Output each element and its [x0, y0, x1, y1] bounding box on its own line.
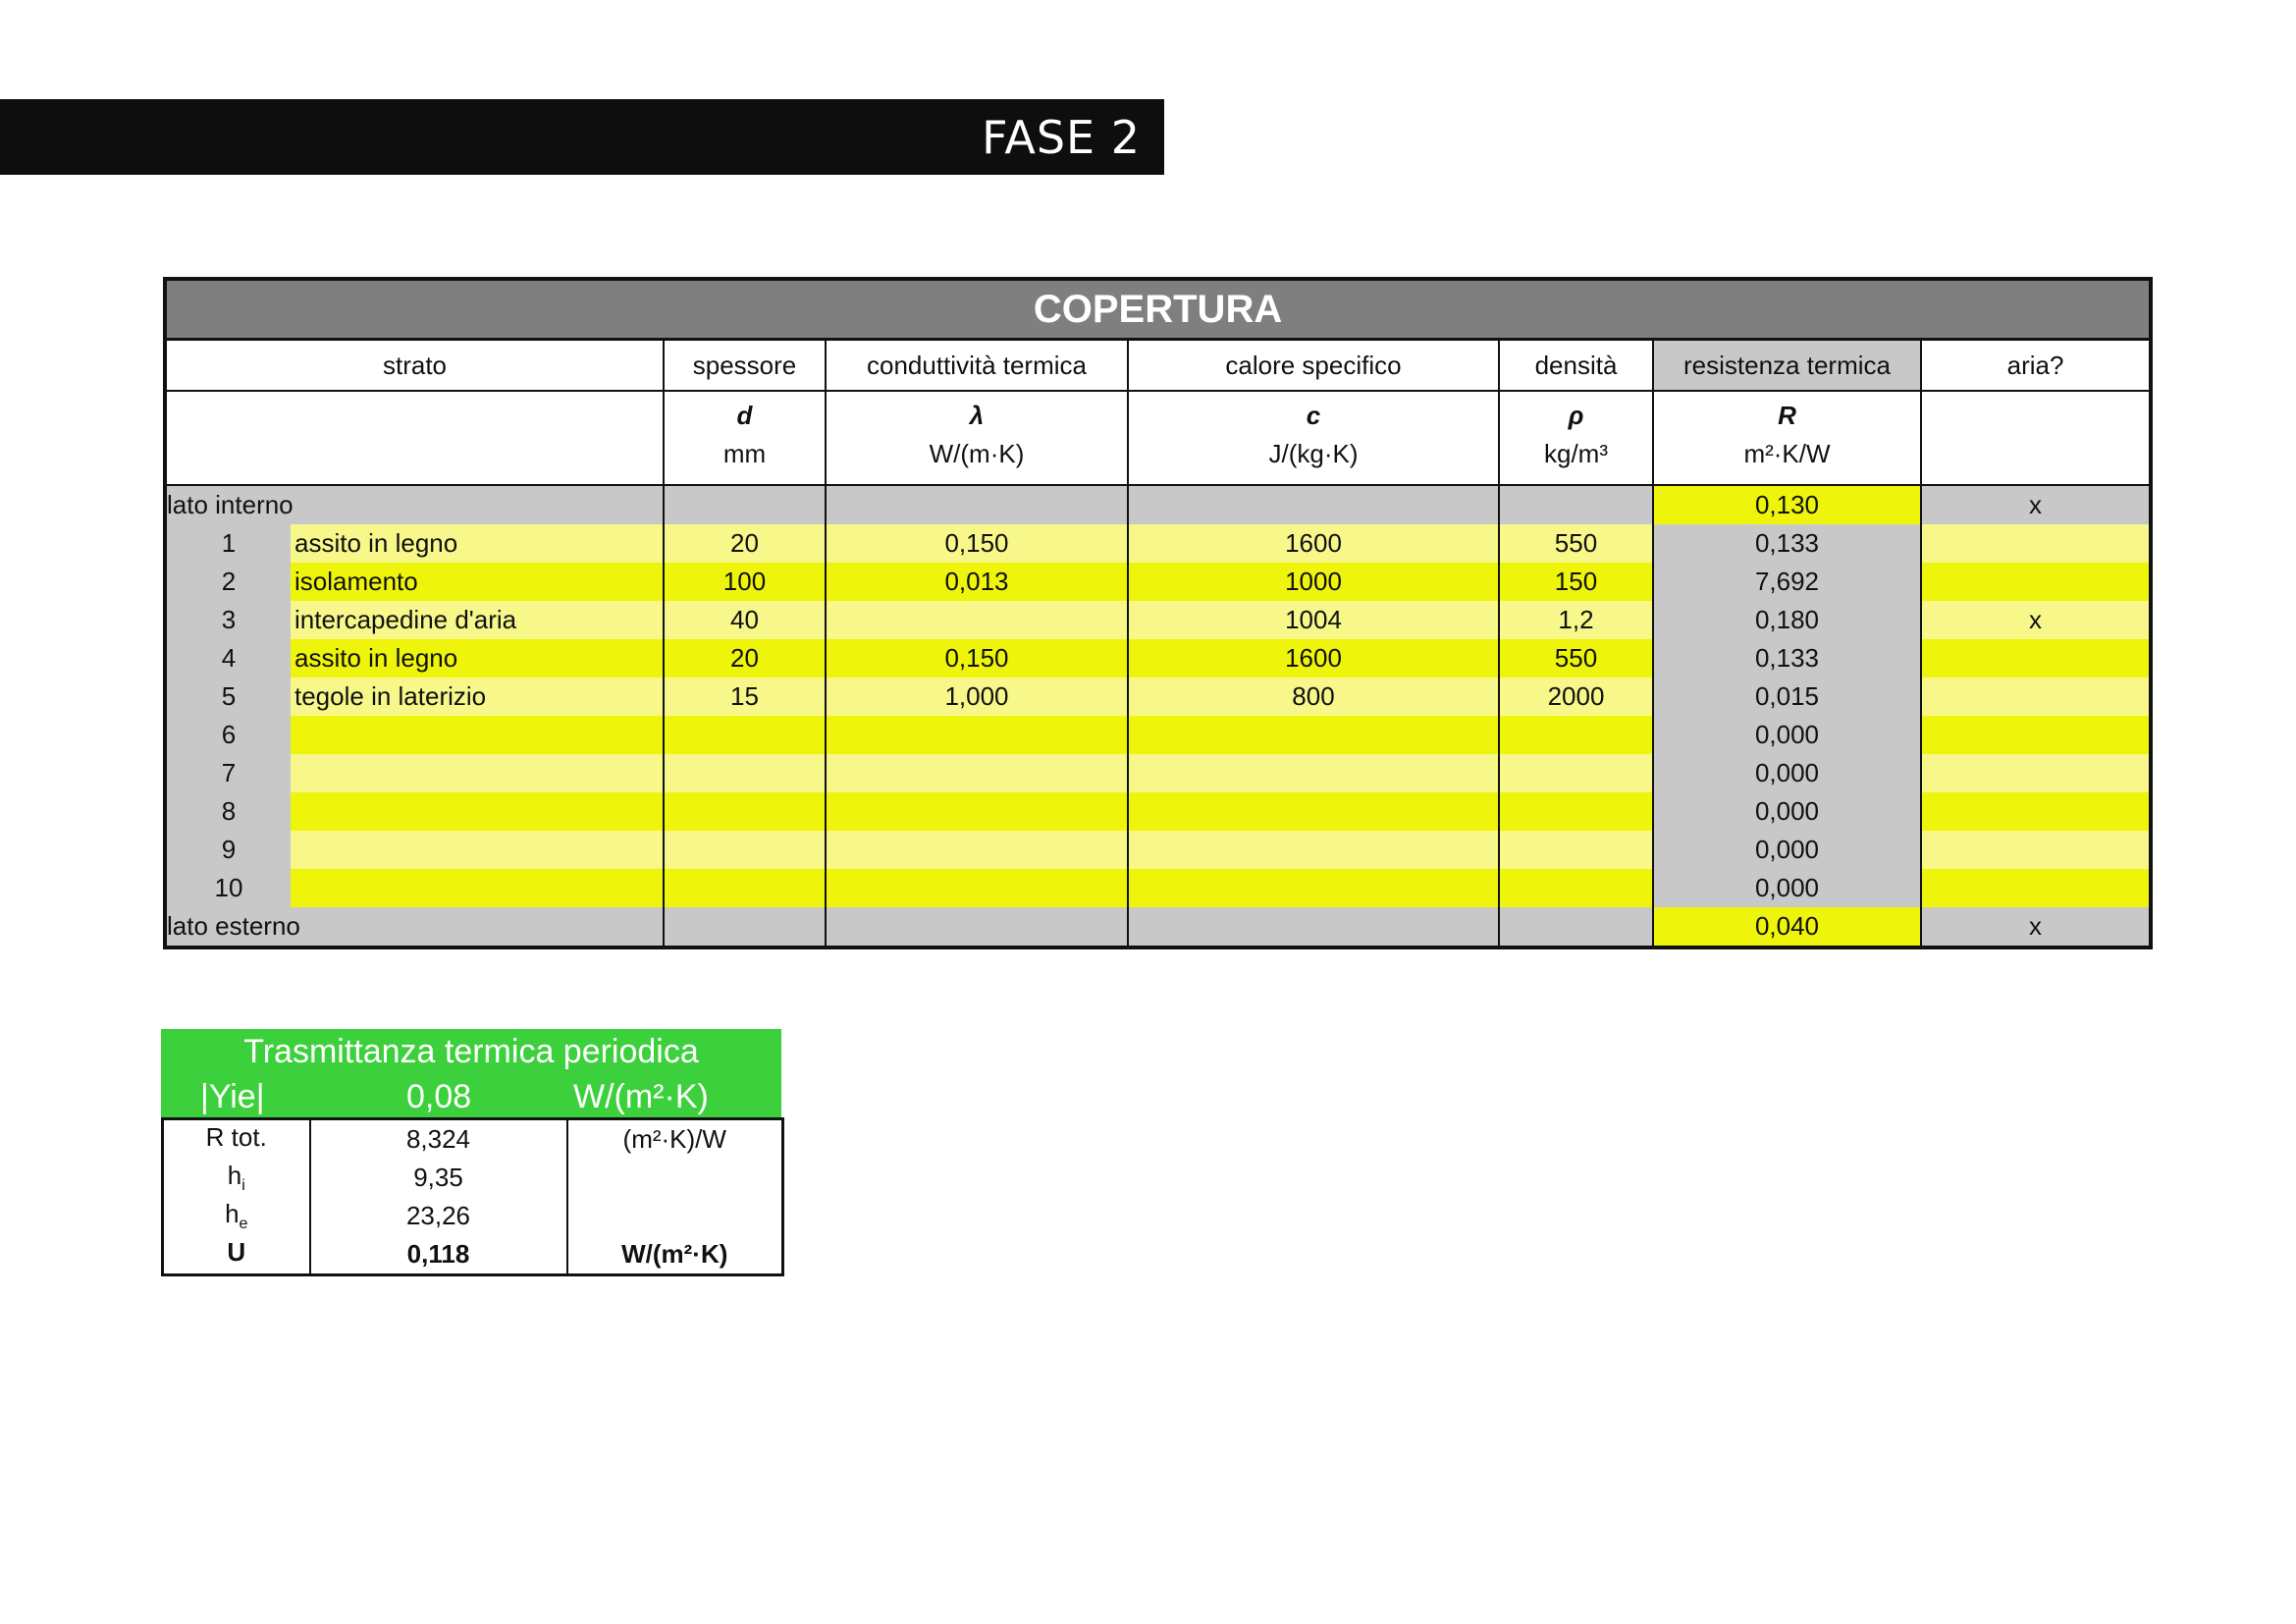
row-lato-interno-aria: x [1921, 485, 2151, 524]
layer-strato[interactable] [291, 792, 664, 831]
row-lato-interno-empty-lambda [826, 485, 1128, 524]
layer-densita[interactable]: 1,2 [1499, 601, 1653, 639]
trasmittanza-row [163, 1235, 783, 1275]
layer-conduttivita[interactable] [826, 792, 1128, 831]
layer-spessore[interactable] [664, 716, 826, 754]
layer-spessore[interactable]: 100 [664, 563, 826, 601]
tras-label-text: R tot. [205, 1121, 267, 1152]
col-calore: calore specifico [1128, 340, 1499, 392]
layer-aria[interactable] [1921, 716, 2151, 754]
layer-conduttivita[interactable] [826, 716, 1128, 754]
layer-number: 2 [165, 563, 291, 601]
layer-strato[interactable] [291, 754, 664, 792]
layer-spessore[interactable]: 40 [664, 601, 826, 639]
layer-strato[interactable]: assito in legno [291, 524, 664, 563]
layer-conduttivita[interactable]: 0,013 [826, 563, 1128, 601]
row-lato-interno [165, 485, 2151, 524]
layer-calore[interactable] [1128, 716, 1499, 754]
unit-rho: kg/m³ [1499, 439, 1653, 485]
layer-calore[interactable]: 1600 [1128, 524, 1499, 563]
layer-aria[interactable] [1921, 639, 2151, 677]
trasmittanza-summary [161, 1074, 781, 1117]
row-lato-esterno-empty-d [664, 907, 826, 947]
tras-label-text: U [227, 1236, 246, 1267]
tras-label-sub: i [241, 1177, 245, 1195]
col-resistenza: resistenza termica [1653, 340, 1921, 392]
layer-conduttivita[interactable]: 0,150 [826, 524, 1128, 563]
tras-label [163, 1197, 310, 1235]
row-lato-interno-empty-rho [1499, 485, 1653, 524]
layer-number: 1 [165, 524, 291, 563]
layer-resistenza: 7,692 [1653, 563, 1921, 601]
layer-strato[interactable]: isolamento [291, 563, 664, 601]
trasmittanza-row [163, 1159, 783, 1197]
tras-label-text: h [225, 1198, 240, 1228]
layer-densita[interactable]: 550 [1499, 639, 1653, 677]
layer-conduttivita[interactable]: 0,150 [826, 639, 1128, 677]
layer-spessore[interactable] [664, 792, 826, 831]
tras-unit: (m²·K)/W [622, 1124, 726, 1154]
layer-conduttivita[interactable] [826, 601, 1128, 639]
trasmittanza-row [163, 1119, 783, 1160]
tras-value: 8,324 [310, 1119, 567, 1160]
layer-number: 8 [165, 792, 291, 831]
layer-row [165, 869, 2151, 907]
layer-calore[interactable] [1128, 792, 1499, 831]
trasmittanza-row [163, 1197, 783, 1235]
sym-c: c [1128, 391, 1499, 439]
layer-calore[interactable]: 800 [1128, 677, 1499, 716]
layer-conduttivita[interactable] [826, 869, 1128, 907]
layer-calore[interactable]: 1600 [1128, 639, 1499, 677]
row-lato-interno-label: lato interno [165, 485, 664, 524]
layer-aria[interactable] [1921, 677, 2151, 716]
phase-header-bar [0, 99, 1164, 175]
row-lato-esterno-aria: x [1921, 907, 2151, 947]
unit-c: J/(kg·K) [1128, 439, 1499, 485]
layer-calore[interactable]: 1000 [1128, 563, 1499, 601]
layer-resistenza: 0,000 [1653, 792, 1921, 831]
row-lato-interno-empty-d [664, 485, 826, 524]
layer-number: 5 [165, 677, 291, 716]
sym-d: d [664, 391, 826, 439]
layer-number: 4 [165, 639, 291, 677]
col-spessore: spessore [664, 340, 826, 392]
layer-resistenza: 0,133 [1653, 639, 1921, 677]
layer-densita[interactable] [1499, 869, 1653, 907]
col-densita: densità [1499, 340, 1653, 392]
tras-label [163, 1119, 310, 1160]
layer-strato[interactable] [291, 831, 664, 869]
layer-row [165, 563, 2151, 601]
tras-unit [567, 1197, 783, 1235]
layer-number: 6 [165, 716, 291, 754]
layer-spessore[interactable] [664, 754, 826, 792]
unit-r: m²·K/W [1653, 439, 1921, 485]
row-lato-esterno [165, 907, 2151, 947]
layer-number: 9 [165, 831, 291, 869]
copertura-table [163, 277, 2153, 949]
unit-row [165, 439, 2151, 485]
col-conduttivita: conduttività termica [826, 340, 1128, 392]
layer-strato[interactable]: tegole in laterizio [291, 677, 664, 716]
layer-aria[interactable] [1921, 792, 2151, 831]
symbol-row [165, 391, 2151, 439]
layer-resistenza: 0,133 [1653, 524, 1921, 563]
trasmittanza-table [161, 1117, 784, 1276]
layer-strato[interactable] [291, 869, 664, 907]
layer-aria[interactable] [1921, 754, 2151, 792]
col-aria: aria? [1921, 340, 2151, 392]
row-lato-esterno-empty-lambda [826, 907, 1128, 947]
row-lato-esterno-label: lato esterno [165, 907, 664, 947]
tras-label [163, 1159, 310, 1197]
layer-spessore[interactable]: 20 [664, 639, 826, 677]
sym-r: R [1653, 391, 1921, 439]
row-lato-esterno-r: 0,040 [1653, 907, 1921, 947]
layer-densita[interactable] [1499, 792, 1653, 831]
layer-densita[interactable]: 2000 [1499, 677, 1653, 716]
layer-aria[interactable] [1921, 563, 2151, 601]
tras-unit [567, 1159, 783, 1197]
layer-densita[interactable]: 550 [1499, 524, 1653, 563]
layer-densita[interactable] [1499, 716, 1653, 754]
tras-label-sub: e [239, 1216, 248, 1233]
yie-value: 0,08 [406, 1078, 472, 1115]
layer-resistenza: 0,000 [1653, 754, 1921, 792]
layer-number: 10 [165, 869, 291, 907]
layer-aria[interactable] [1921, 524, 2151, 563]
layer-calore[interactable] [1128, 869, 1499, 907]
layer-spessore[interactable] [664, 869, 826, 907]
tras-label-text: h [227, 1160, 242, 1190]
layer-row [165, 639, 2151, 677]
layer-row [165, 677, 2151, 716]
trasmittanza-panel [161, 1029, 781, 1276]
layer-aria[interactable] [1921, 869, 2151, 907]
layer-densita[interactable]: 150 [1499, 563, 1653, 601]
layer-row [165, 716, 2151, 754]
sym-lambda: λ [826, 391, 1128, 439]
layer-number: 7 [165, 754, 291, 792]
layer-resistenza: 0,000 [1653, 869, 1921, 907]
table-title: COPERTURA [165, 279, 2151, 340]
layer-row [165, 524, 2151, 563]
layer-conduttivita[interactable] [826, 754, 1128, 792]
layer-aria[interactable] [1921, 831, 2151, 869]
tras-value: 23,26 [310, 1197, 567, 1235]
layer-spessore[interactable]: 15 [664, 677, 826, 716]
layer-aria[interactable]: x [1921, 601, 2151, 639]
layer-densita[interactable] [1499, 754, 1653, 792]
layer-row [165, 754, 2151, 792]
tras-unit: W/(m²·K) [621, 1239, 728, 1269]
column-headers [165, 340, 2151, 392]
tras-label [163, 1235, 310, 1275]
sym-rho: ρ [1499, 391, 1653, 439]
row-lato-esterno-empty-c [1128, 907, 1499, 947]
layer-resistenza: 0,015 [1653, 677, 1921, 716]
layer-spessore[interactable] [664, 831, 826, 869]
row-lato-interno-r: 0,130 [1653, 485, 1921, 524]
phase-title: FASE 2 [982, 111, 1141, 164]
layer-strato[interactable]: intercapedine d'aria [291, 601, 664, 639]
unit-lambda: W/(m·K) [826, 439, 1128, 485]
layer-row [165, 601, 2151, 639]
row-lato-esterno-empty-rho [1499, 907, 1653, 947]
trasmittanza-title: Trasmittanza termica periodica [161, 1029, 781, 1074]
layer-resistenza: 0,180 [1653, 601, 1921, 639]
layer-conduttivita[interactable]: 1,000 [826, 677, 1128, 716]
layer-spessore[interactable]: 20 [664, 524, 826, 563]
layer-calore[interactable]: 1004 [1128, 601, 1499, 639]
layer-conduttivita[interactable] [826, 831, 1128, 869]
layer-densita[interactable] [1499, 831, 1653, 869]
layer-calore[interactable] [1128, 754, 1499, 792]
layer-resistenza: 0,000 [1653, 831, 1921, 869]
layer-row [165, 792, 2151, 831]
layer-strato[interactable] [291, 716, 664, 754]
tras-value: 9,35 [310, 1159, 567, 1197]
unit-d: mm [664, 439, 826, 485]
tras-value: 0,118 [310, 1235, 567, 1275]
layer-resistenza: 0,000 [1653, 716, 1921, 754]
yie-symbol: |Yie| [200, 1078, 265, 1115]
row-lato-interno-empty-c [1128, 485, 1499, 524]
layer-strato[interactable]: assito in legno [291, 639, 664, 677]
layer-number: 3 [165, 601, 291, 639]
layer-row [165, 831, 2151, 869]
col-strato: strato [165, 340, 664, 392]
yie-unit: W/(m²·K) [573, 1078, 709, 1115]
layer-calore[interactable] [1128, 831, 1499, 869]
